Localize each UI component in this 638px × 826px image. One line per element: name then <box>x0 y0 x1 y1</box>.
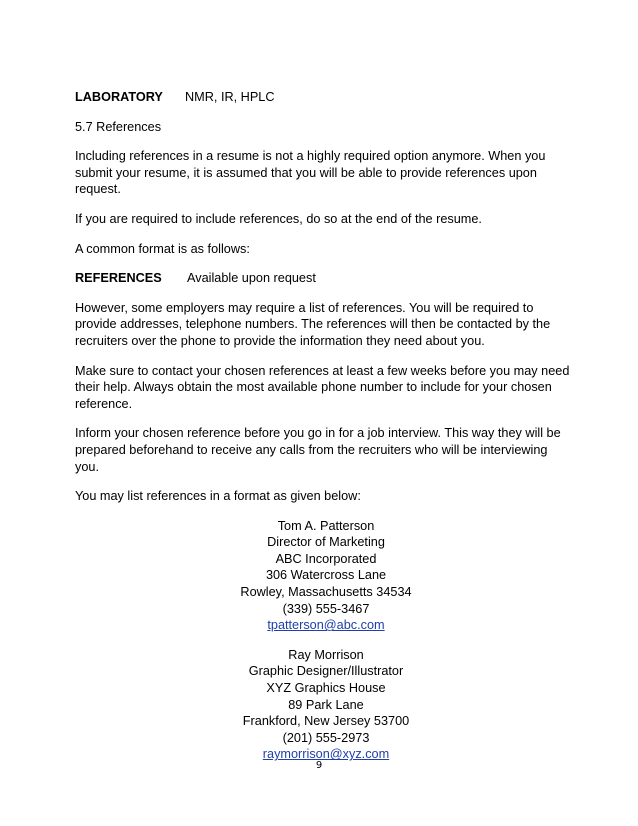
paragraph-common-format <box>75 241 565 258</box>
references-value: Available upon request <box>187 271 316 286</box>
laboratory-line <box>75 89 565 106</box>
text-line: reference. <box>75 396 133 411</box>
text-line: However, some employers may require a list of references. You will be required to <box>75 300 534 315</box>
reference-street: 306 Watercross Lane <box>265 568 387 583</box>
reference-city: Rowley, Massachusetts 34534 <box>240 585 412 600</box>
reference-company: ABC Incorporated <box>275 551 377 566</box>
text-line: submit your resume, it is assumed that you will be able to provide references upon <box>75 165 537 180</box>
paragraph-however <box>75 300 565 350</box>
page-content <box>75 89 570 776</box>
text-line: Make sure to contact your chosen references at least a few weeks before you may need <box>75 363 570 378</box>
text-line: Inform your chosen reference before you go in for a job interview. This way they will be <box>75 426 561 441</box>
reference-title: Director of Marketing <box>267 535 385 550</box>
reference-email-link[interactable]: raymorrison@xyz.com <box>262 747 390 762</box>
reference-phone: (339) 555-3467 <box>282 601 370 616</box>
text-line: You may list references in a format as given below: <box>75 489 361 504</box>
text-line: Including references in a resume is not a highly required option anymore. When you <box>75 149 546 164</box>
paragraph-contact <box>75 363 570 413</box>
text-line: their help. Always obtain the most available phone number to include for your chosen <box>75 380 552 395</box>
text-line: prepared beforehand to receive any calls from the recruiters who will be interviewing <box>75 442 548 457</box>
section-heading: 5.7 References <box>75 119 162 134</box>
text-line: provide addresses, telephone numbers. The references will then be contacted by the <box>75 317 551 332</box>
reference-phone: (201) 555-2973 <box>282 730 370 745</box>
text-line: A common format is as follows: <box>75 241 250 256</box>
reference-name: Tom A. Patterson <box>277 518 375 533</box>
text-line: recruiters over the phone to provide the information they need about you. <box>75 333 485 348</box>
paragraph-intro <box>75 148 565 198</box>
references-line <box>75 270 565 287</box>
page-number: 9 <box>315 760 323 771</box>
paragraph-inform <box>75 425 565 475</box>
reference-street: 89 Park Lane <box>288 697 364 712</box>
laboratory-term: LABORATORY <box>75 90 163 104</box>
reference-city: Frankford, New Jersey 53700 <box>242 714 410 729</box>
text-line: request. <box>75 182 121 197</box>
reference-entry <box>75 647 565 763</box>
reference-email-link[interactable]: tpatterson@abc.com <box>267 618 385 633</box>
reference-entry <box>75 518 565 634</box>
reference-company: XYZ Graphics House <box>266 681 386 696</box>
text-line: If you are required to include references, do so at the end of the resume. <box>75 211 482 226</box>
paragraph-list-intro <box>75 488 565 505</box>
text-line: you. <box>75 459 99 474</box>
laboratory-value: NMR, IR, HPLC <box>185 90 275 104</box>
reference-title: Graphic Designer/Illustrator <box>248 664 404 679</box>
paragraph-required <box>75 211 565 228</box>
reference-name: Ray Morrison <box>288 647 364 662</box>
references-term: REFERENCES <box>75 271 162 286</box>
